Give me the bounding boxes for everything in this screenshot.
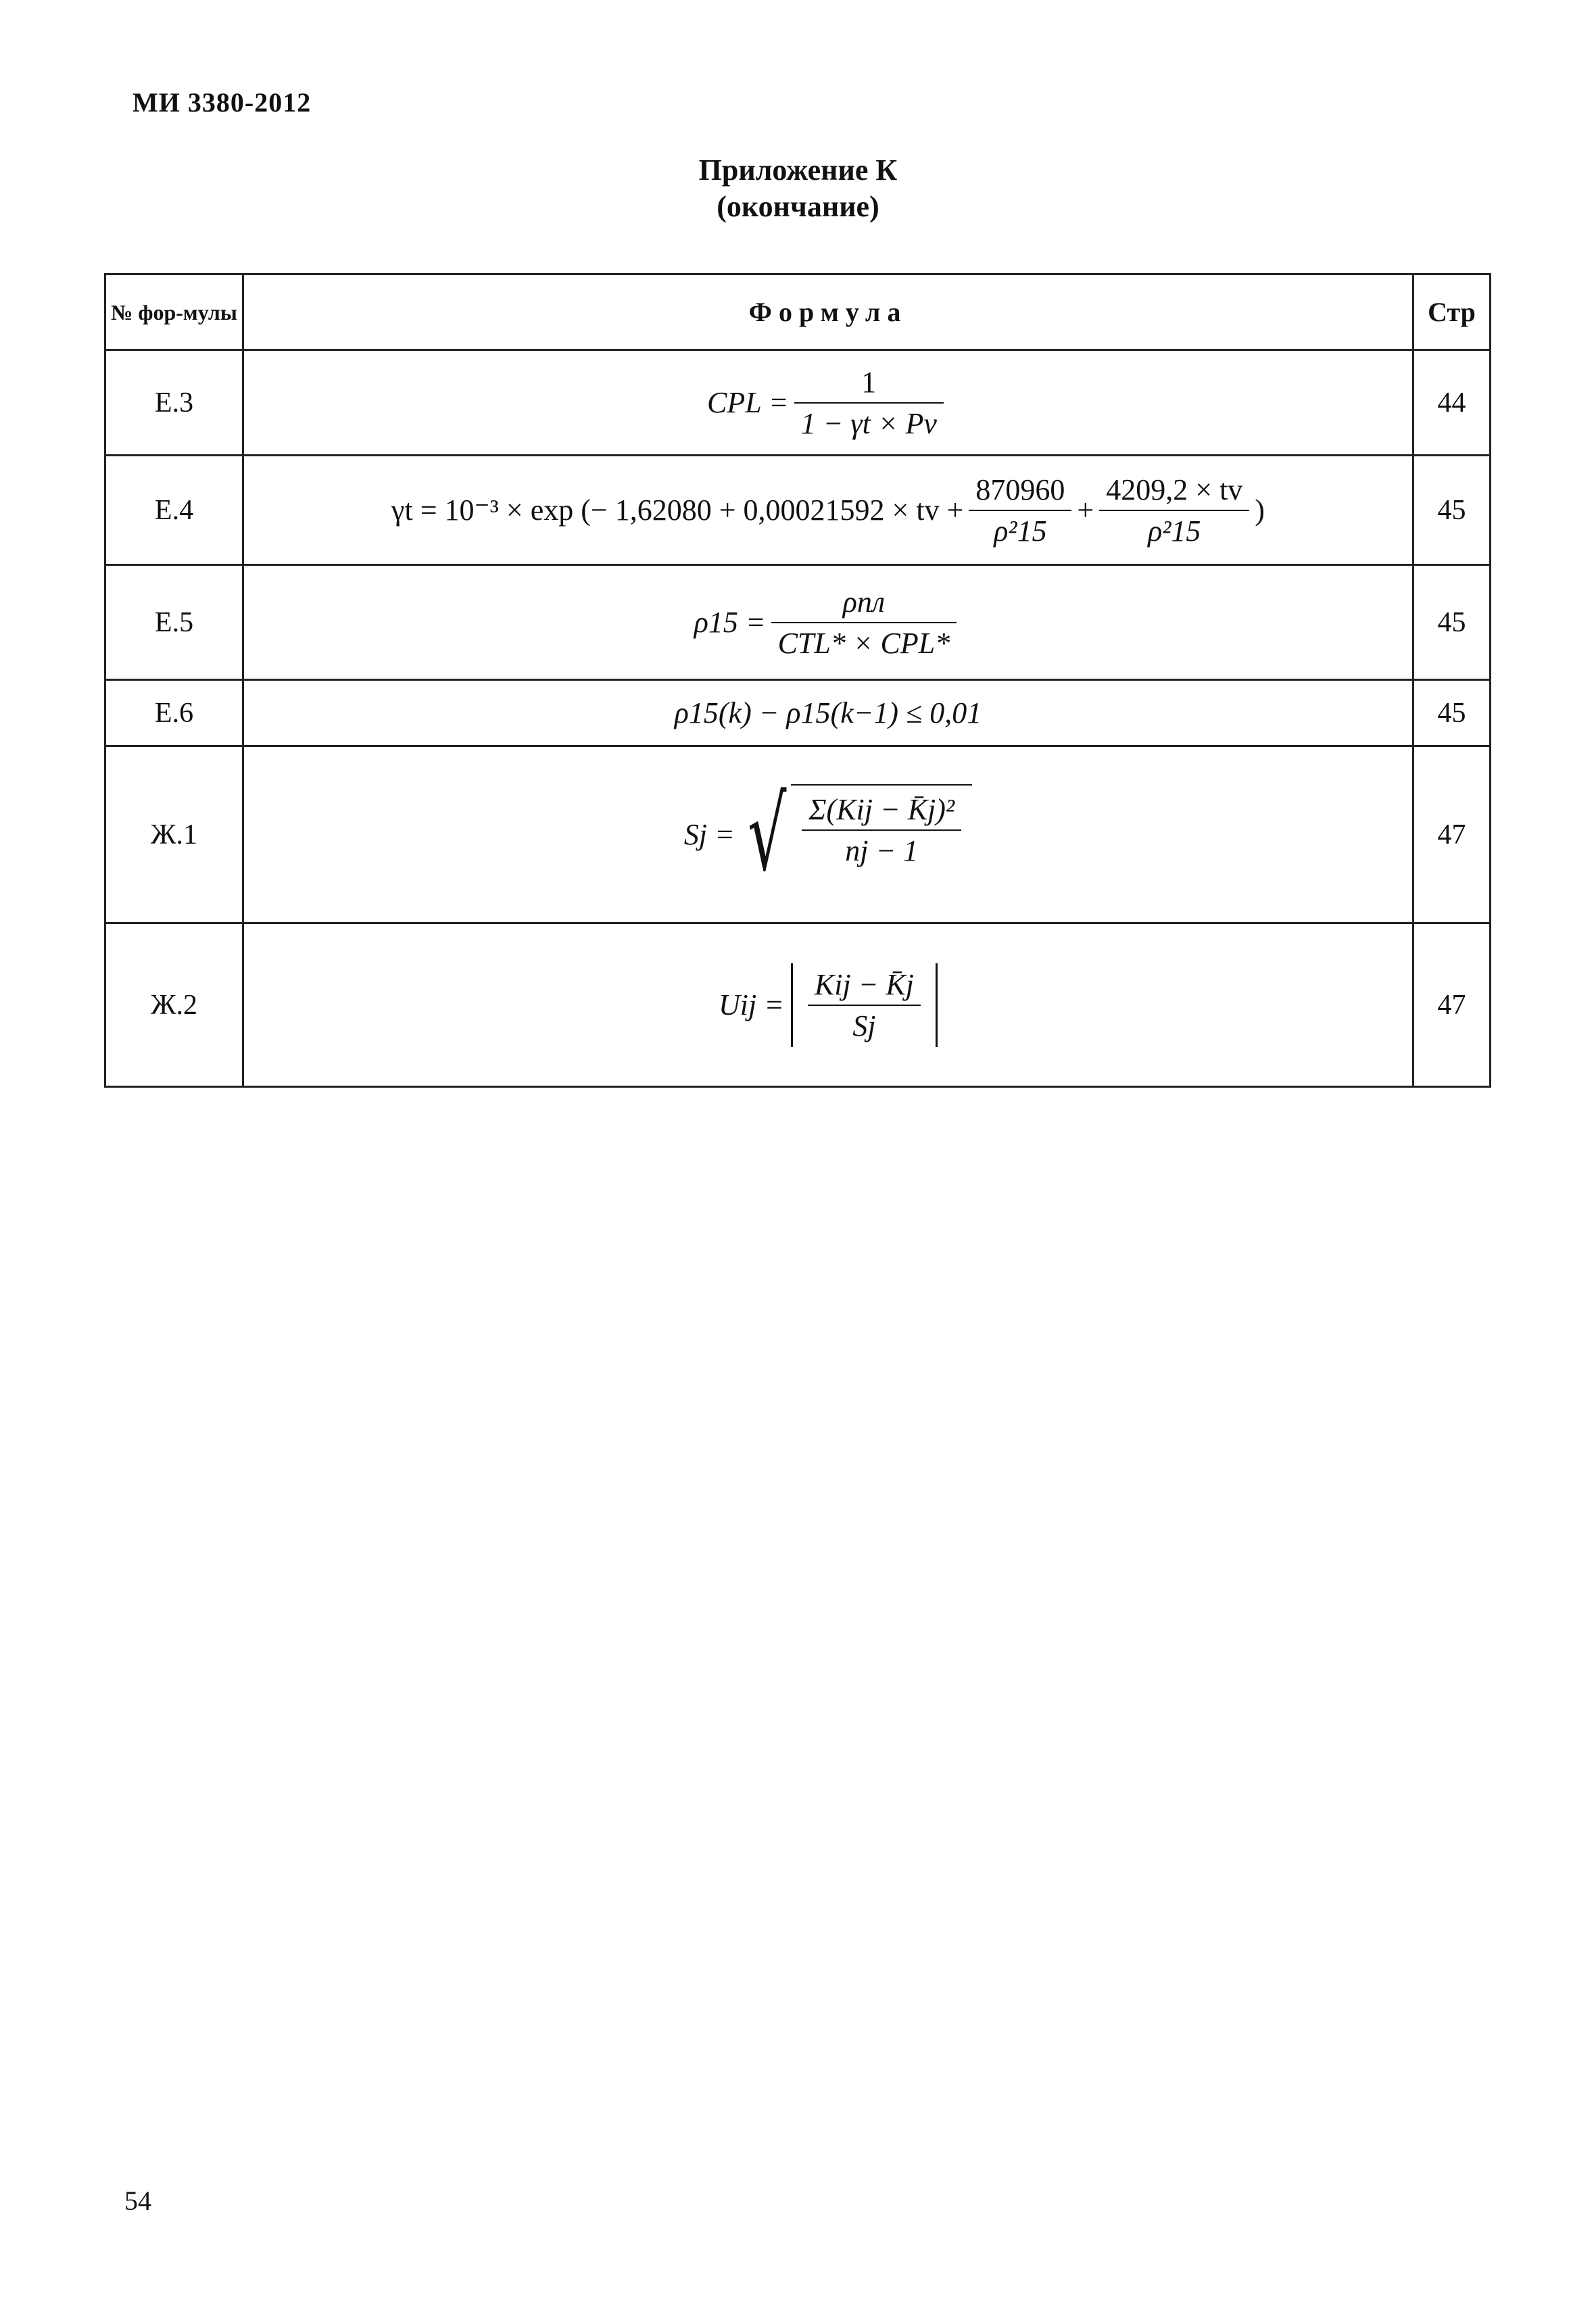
- formula-cell: [243, 350, 1413, 456]
- fraction-denominator: ρ²15: [1148, 514, 1201, 548]
- appendix-title: Приложение К: [698, 153, 898, 187]
- formula-lhs: CPL =: [707, 386, 789, 419]
- fraction: [794, 365, 944, 441]
- formula-number: Ж.1: [105, 746, 243, 923]
- page-number-cell: 44: [1413, 350, 1491, 456]
- fraction-denominator: CTL* × CPL*: [777, 626, 950, 660]
- formula-cell: [243, 456, 1413, 565]
- page-number-cell: 47: [1413, 923, 1491, 1087]
- formula-zh2: [719, 963, 938, 1047]
- formula-lhs: ρ15 =: [694, 606, 766, 639]
- formula-e4: [391, 473, 1265, 548]
- appendix-subtitle: (окончание): [717, 190, 879, 223]
- fraction-numerator: 4209,2 × tv: [1106, 473, 1243, 506]
- formula-lhs: γt = 10⁻³ × exp (− 1,62080 + 0,00021592 × tv +: [391, 493, 964, 527]
- formula-number: Е.6: [105, 680, 243, 746]
- fraction: [969, 473, 1071, 548]
- fraction: [1099, 473, 1249, 548]
- page-number-cell: 45: [1413, 565, 1491, 680]
- square-root: [735, 775, 972, 894]
- formula-number: Е.5: [105, 565, 243, 680]
- table-header-row: [105, 274, 1491, 350]
- fraction: [808, 967, 921, 1043]
- header-formula-number: № фор-мулы: [105, 274, 243, 350]
- page-number-cell: 45: [1413, 456, 1491, 565]
- formula-e5: [694, 585, 963, 660]
- table-row: [105, 923, 1491, 1087]
- fraction-numerator: Σ(Kij − K̄j)²: [808, 792, 955, 826]
- header-page: Стр: [1413, 274, 1491, 350]
- formula-lhs: Sj =: [683, 818, 735, 851]
- fraction-denominator: nj − 1: [845, 834, 919, 867]
- formula-number: Ж.2: [105, 923, 243, 1087]
- closing-paren: ): [1255, 493, 1265, 527]
- formula-cell: [243, 746, 1413, 923]
- fraction: [802, 792, 961, 868]
- document-code: МИ 3380-2012: [132, 87, 312, 118]
- formula-e6: ρ15(k) − ρ15(k−1) ≤ 0,01: [674, 696, 982, 729]
- radical-body: [791, 784, 972, 886]
- page-number: 54: [124, 2186, 151, 2216]
- radical-sign: √: [747, 775, 787, 894]
- fraction: [771, 585, 957, 660]
- page-number-cell: 47: [1413, 746, 1491, 923]
- formula-table: [104, 273, 1491, 1088]
- fraction-denominator: ρ²15: [994, 514, 1047, 548]
- fraction-denominator: 1 − γt × Pv: [800, 406, 937, 440]
- plus-sign: +: [1077, 493, 1094, 527]
- table-row: [105, 746, 1491, 923]
- formula-cell: [243, 565, 1413, 680]
- header-formula: Формула: [243, 274, 1413, 350]
- formula-number: Е.4: [105, 456, 243, 565]
- fraction-denominator: Sj: [852, 1009, 876, 1042]
- absolute-value: [791, 963, 938, 1047]
- table-row: [105, 350, 1491, 456]
- page-number-cell: 45: [1413, 680, 1491, 746]
- formula-e3: [707, 365, 949, 441]
- table-row: [105, 456, 1491, 565]
- fraction-numerator: 870960: [975, 473, 1065, 506]
- fraction-numerator: ρпл: [842, 585, 886, 619]
- formula-lhs: Uij =: [719, 988, 784, 1021]
- formula-cell: [243, 680, 1413, 746]
- table-row: [105, 565, 1491, 680]
- formula-cell: [243, 923, 1413, 1087]
- formula-number: Е.3: [105, 350, 243, 456]
- fraction-numerator: 1: [861, 365, 877, 399]
- table-row: [105, 680, 1491, 746]
- formula-zh1: [683, 775, 972, 894]
- fraction-numerator: Kij − K̄j: [814, 967, 914, 1001]
